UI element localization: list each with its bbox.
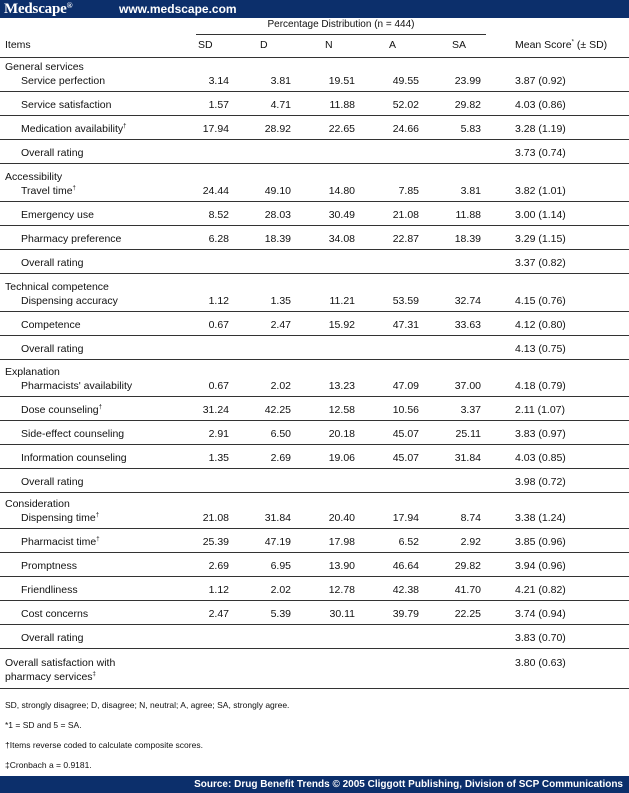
cell-n-general-services-service-perfection: 19.51	[328, 75, 355, 87]
row-label-explanation-side-effect-counseling	[21, 427, 124, 441]
cell-mean-general-services-service-satisfaction: 4.03 (0.86)	[515, 99, 566, 111]
brand-text: Medscape	[4, 1, 67, 17]
cell-mean-explanation-information-counseling: 4.03 (0.85)	[515, 452, 566, 464]
cell-sa-general-services-medication-availability: 5.83	[460, 123, 481, 135]
cell-d-consideration-friendliness: 2.02	[270, 584, 291, 596]
cell-a-accessibility-emergency-use: 21.08	[392, 209, 419, 221]
cell-d-technical-competence-dispensing-accuracy: 1.35	[270, 295, 291, 307]
header-rule	[0, 57, 629, 58]
cell-mean-consideration-promptness: 3.94 (0.96)	[515, 560, 566, 572]
cell-sa-technical-competence-dispensing-accuracy: 32.74	[454, 295, 481, 307]
row-divider	[0, 311, 629, 312]
row-divider	[0, 335, 629, 336]
row-label-text: Information counseling	[21, 452, 127, 464]
cell-mean-consideration-dispensing-time: 3.38 (1.24)	[515, 512, 566, 524]
cell-sa-general-services-service-satisfaction: 29.82	[454, 99, 481, 111]
cell-sd-technical-competence-dispensing-accuracy: 1.12	[208, 295, 229, 307]
row-label-text: Overall rating	[21, 476, 84, 488]
cell-a-accessibility-travel-time: 7.85	[398, 185, 419, 197]
cell-d-explanation-information-counseling: 2.69	[270, 452, 291, 464]
row-label-accessibility-overall-rating	[21, 256, 83, 270]
row-divider	[0, 600, 629, 601]
cell-sa-consideration-friendliness: 41.70	[454, 584, 481, 596]
row-label-text: Dose counseling	[21, 404, 99, 416]
col-header-n: N	[325, 39, 333, 51]
cell-sd-consideration-cost-concerns: 2.47	[208, 608, 229, 620]
row-label-text: Promptness	[21, 560, 78, 572]
table-bottom-rule	[0, 688, 629, 689]
cell-mean-accessibility-overall-rating: 3.37 (0.82)	[515, 257, 566, 269]
row-label-explanation-pharmacists-availability	[21, 379, 132, 393]
row-divider	[0, 139, 629, 140]
cell-mean-consideration-cost-concerns: 3.74 (0.94)	[515, 608, 566, 620]
col-header-mean-mark: *	[571, 39, 574, 46]
cell-sa-explanation-pharmacists-availability: 37.00	[454, 380, 481, 392]
row-label-text: Pharmacists' availability	[21, 380, 133, 392]
cell-n-consideration-friendliness: 12.78	[328, 584, 355, 596]
footnote-abbreviations: SD, strongly disagree; D, disagree; N, neutral; A, agree; SA, strongly agree.	[5, 700, 290, 710]
row-label-text: Overall rating	[21, 632, 84, 644]
col-header-sa: SA	[452, 39, 467, 51]
cell-a-consideration-dispensing-time: 17.94	[392, 512, 419, 524]
row-label-explanation-information-counseling	[21, 451, 127, 465]
row-label-mark: †	[72, 185, 76, 192]
cell-a-consideration-promptness: 46.64	[392, 560, 419, 572]
cell-sa-consideration-cost-concerns: 22.25	[454, 608, 481, 620]
cell-mean-consideration-pharmacist-time: 3.85 (0.96)	[515, 536, 566, 548]
col-header-a: A	[389, 39, 397, 51]
footnote-scale: *1 = SD and 5 = SA.	[5, 720, 82, 730]
col-header-sd: SD	[198, 39, 213, 51]
col-header-d: D	[260, 39, 268, 51]
cell-sd-consideration-dispensing-time: 21.08	[202, 512, 229, 524]
row-divider	[0, 468, 629, 469]
cell-mean-technical-competence-competence: 4.12 (0.80)	[515, 319, 566, 331]
cell-sd-general-services-service-perfection: 3.14	[208, 75, 229, 87]
row-label-consideration-dispensing-time	[21, 511, 99, 525]
cell-sd-explanation-side-effect-counseling: 2.91	[208, 428, 229, 440]
section-title-technical-competence: Technical competence	[5, 281, 109, 293]
cell-a-explanation-dose-counseling: 10.56	[392, 404, 419, 416]
row-label-technical-competence-dispensing-accuracy	[21, 294, 118, 308]
row-divider	[0, 115, 629, 116]
row-label-accessibility-pharmacy-preference	[21, 232, 121, 246]
cell-sd-explanation-pharmacists-availability: 0.67	[208, 380, 229, 392]
footnote-reverse-coded: †Items reverse coded to calculate composite scores.	[5, 740, 203, 750]
cell-sa-explanation-side-effect-counseling: 25.11	[455, 428, 481, 440]
cell-sd-consideration-pharmacist-time: 25.39	[202, 536, 229, 548]
cell-sd-explanation-dose-counseling: 31.24	[202, 404, 229, 416]
row-label-text: Pharmacist time	[21, 536, 97, 548]
cell-sd-consideration-promptness: 2.69	[208, 560, 229, 572]
cell-d-general-services-medication-availability: 28.92	[264, 123, 291, 135]
row-label-accessibility-emergency-use	[21, 208, 94, 222]
row-divider	[0, 528, 629, 529]
row-divider	[0, 163, 629, 164]
row-label-consideration-pharmacist-time	[21, 535, 100, 549]
cell-sa-consideration-pharmacist-time: 2.92	[460, 536, 481, 548]
cell-sa-accessibility-pharmacy-preference: 18.39	[454, 233, 481, 245]
row-label-general-services-service-satisfaction	[21, 98, 111, 112]
cell-sa-general-services-service-perfection: 23.99	[454, 75, 481, 87]
cell-n-technical-competence-dispensing-accuracy: 11.21	[329, 295, 355, 307]
cell-sa-consideration-dispensing-time: 8.74	[460, 512, 481, 524]
cell-a-explanation-pharmacists-availability: 47.09	[392, 380, 419, 392]
row-divider	[0, 552, 629, 553]
row-label-text: Pharmacy preference	[21, 233, 122, 245]
cell-mean-accessibility-emergency-use: 3.00 (1.14)	[515, 209, 566, 221]
footnote-cronbach: ‡Cronbach a = 0.9181.	[5, 760, 92, 770]
row-label-text: Dispensing time	[21, 512, 96, 524]
cell-sd-accessibility-emergency-use: 8.52	[208, 209, 229, 221]
cell-mean-accessibility-travel-time: 3.82 (1.01)	[515, 185, 566, 197]
cell-mean-general-services-medication-availability: 3.28 (1.19)	[515, 123, 566, 135]
row-divider	[0, 648, 629, 649]
row-divider	[0, 576, 629, 577]
cell-a-general-services-medication-availability: 24.66	[392, 123, 419, 135]
cell-sd-accessibility-pharmacy-preference: 6.28	[208, 233, 229, 245]
overall-satisfaction-mean: 3.80 (0.63)	[515, 657, 566, 669]
row-label-text: Side-effect counseling	[21, 428, 125, 440]
row-label-text: Dispensing accuracy	[21, 295, 118, 307]
cell-sd-accessibility-travel-time: 24.44	[202, 185, 229, 197]
col-header-mean	[515, 38, 607, 52]
cell-mean-explanation-dose-counseling: 2.11 (1.07)	[515, 404, 566, 416]
row-divider	[0, 444, 629, 445]
cell-n-explanation-dose-counseling: 12.58	[328, 404, 355, 416]
cell-mean-consideration-overall-rating: 3.83 (0.70)	[515, 632, 566, 644]
cell-d-explanation-side-effect-counseling: 6.50	[270, 428, 291, 440]
cell-n-technical-competence-competence: 15.92	[328, 319, 355, 331]
cell-d-technical-competence-competence: 2.47	[270, 319, 291, 331]
cell-mean-accessibility-pharmacy-preference: 3.29 (1.15)	[515, 233, 566, 245]
cell-mean-technical-competence-overall-rating: 4.13 (0.75)	[515, 343, 566, 355]
cell-mean-general-services-service-perfection: 3.87 (0.92)	[515, 75, 566, 87]
row-label-mark: †	[96, 536, 100, 543]
percentage-distribution-header: Percentage Distribution (n = 444)	[267, 19, 415, 30]
row-divider	[0, 492, 629, 493]
cell-a-accessibility-pharmacy-preference: 22.87	[392, 233, 419, 245]
cell-d-accessibility-emergency-use: 28.03	[264, 209, 291, 221]
row-label-text: Overall rating	[21, 257, 84, 269]
cell-a-consideration-friendliness: 42.38	[392, 584, 419, 596]
cell-a-general-services-service-perfection: 49.55	[392, 75, 419, 87]
cell-a-consideration-cost-concerns: 39.79	[392, 608, 419, 620]
cell-n-explanation-information-counseling: 19.06	[328, 452, 355, 464]
row-label-general-services-service-perfection	[21, 74, 105, 88]
cell-d-explanation-pharmacists-availability: 2.02	[270, 380, 291, 392]
row-divider	[0, 201, 629, 202]
cell-d-accessibility-travel-time: 49.10	[264, 185, 291, 197]
site-url-link[interactable]: www.medscape.com	[119, 2, 237, 16]
cell-a-consideration-pharmacist-time: 6.52	[398, 536, 419, 548]
row-label-accessibility-travel-time	[21, 184, 76, 198]
row-label-explanation-overall-rating	[21, 475, 83, 489]
row-label-text: Friendliness	[21, 584, 78, 596]
cell-d-consideration-dispensing-time: 31.84	[264, 512, 291, 524]
row-label-general-services-overall-rating	[21, 146, 83, 160]
cell-n-general-services-service-satisfaction: 11.88	[329, 99, 355, 111]
cell-sd-general-services-service-satisfaction: 1.57	[208, 99, 229, 111]
row-divider	[0, 91, 629, 92]
cell-a-general-services-service-satisfaction: 52.02	[392, 99, 419, 111]
cell-d-explanation-dose-counseling: 42.25	[264, 404, 291, 416]
cell-n-consideration-pharmacist-time: 17.98	[328, 536, 355, 548]
row-label-text: Overall rating	[21, 343, 84, 355]
cell-mean-explanation-pharmacists-availability: 4.18 (0.79)	[515, 380, 566, 392]
row-label-consideration-overall-rating	[21, 631, 83, 645]
source-bar	[0, 776, 629, 793]
cell-sa-explanation-dose-counseling: 3.37	[460, 404, 481, 416]
overall-satisfaction-label-line1: Overall satisfaction with	[5, 657, 116, 669]
row-divider	[0, 249, 629, 250]
cell-d-general-services-service-perfection: 3.81	[270, 75, 291, 87]
cell-sa-accessibility-emergency-use: 11.88	[455, 209, 481, 221]
cell-d-general-services-service-satisfaction: 4.71	[270, 99, 291, 111]
cell-sd-general-services-medication-availability: 17.94	[202, 123, 229, 135]
cell-sa-technical-competence-competence: 33.63	[454, 319, 481, 331]
cell-mean-general-services-overall-rating: 3.73 (0.74)	[515, 147, 566, 159]
col-header-items: Items	[5, 39, 31, 51]
row-label-text: Emergency use	[21, 209, 94, 221]
section-title-explanation: Explanation	[5, 366, 60, 378]
cell-mean-explanation-side-effect-counseling: 3.83 (0.97)	[515, 428, 566, 440]
row-divider	[0, 396, 629, 397]
cell-mean-explanation-overall-rating: 3.98 (0.72)	[515, 476, 566, 488]
section-title-consideration: Consideration	[5, 498, 70, 510]
cell-sd-explanation-information-counseling: 1.35	[208, 452, 229, 464]
header-bar	[0, 0, 629, 18]
row-label-mark: †	[123, 123, 127, 130]
row-label-general-services-medication-availability	[21, 122, 126, 136]
col-header-mean-tail: (± SD)	[573, 39, 608, 51]
cell-d-consideration-promptness: 6.95	[270, 560, 291, 572]
row-divider	[0, 624, 629, 625]
cell-n-consideration-cost-concerns: 30.11	[329, 608, 355, 620]
cell-n-accessibility-travel-time: 14.80	[328, 185, 355, 197]
cell-n-consideration-dispensing-time: 20.40	[328, 512, 355, 524]
cell-d-consideration-cost-concerns: 5.39	[270, 608, 291, 620]
header-span-rule	[196, 34, 486, 35]
row-label-text: Service satisfaction	[21, 99, 112, 111]
cell-sa-explanation-information-counseling: 31.84	[454, 452, 481, 464]
cell-n-general-services-medication-availability: 22.65	[328, 123, 355, 135]
col-header-mean-label: Mean Score	[515, 39, 572, 51]
cell-a-explanation-side-effect-counseling: 45.07	[392, 428, 419, 440]
cell-mean-consideration-friendliness: 4.21 (0.82)	[515, 584, 566, 596]
cell-a-technical-competence-dispensing-accuracy: 53.59	[392, 295, 419, 307]
overall-satisfaction-label-line2	[5, 670, 96, 684]
section-title-accessibility: Accessibility	[5, 171, 63, 183]
cell-n-explanation-side-effect-counseling: 20.18	[328, 428, 355, 440]
row-label-consideration-promptness	[21, 559, 77, 573]
cell-sd-technical-competence-competence: 0.67	[208, 319, 229, 331]
row-label-explanation-dose-counseling	[21, 403, 102, 417]
brand-mark: ®	[66, 1, 73, 10]
cell-a-explanation-information-counseling: 45.07	[392, 452, 419, 464]
row-divider	[0, 420, 629, 421]
medscape-logo[interactable]	[4, 0, 72, 18]
cell-sa-consideration-promptness: 29.82	[454, 560, 481, 572]
cell-sa-accessibility-travel-time: 3.81	[460, 185, 481, 197]
row-label-mark: †	[98, 404, 102, 411]
row-divider	[0, 359, 629, 360]
row-label-text: Cost concerns	[21, 608, 89, 620]
cell-d-consideration-pharmacist-time: 47.19	[264, 536, 291, 548]
row-label-technical-competence-overall-rating	[21, 342, 83, 356]
cell-n-accessibility-pharmacy-preference: 34.08	[328, 233, 355, 245]
cell-n-explanation-pharmacists-availability: 13.23	[328, 380, 355, 392]
row-label-text: Overall rating	[21, 147, 84, 159]
overall-satisfaction-mark: ‡	[92, 671, 96, 678]
source-citation: Source: Drug Benefit Trends © 2005 Cliggott Publishing, Division of SCP Communications	[194, 779, 623, 790]
cell-mean-technical-competence-dispensing-accuracy: 4.15 (0.76)	[515, 295, 566, 307]
row-label-text: Travel time	[21, 185, 73, 197]
row-divider	[0, 225, 629, 226]
row-label-consideration-cost-concerns	[21, 607, 88, 621]
row-label-mark: †	[95, 512, 100, 519]
overall-satisfaction-label-text: pharmacy services	[5, 671, 93, 683]
row-label-text: Service perfection	[21, 75, 106, 87]
row-label-text: Competence	[21, 319, 81, 331]
cell-a-technical-competence-competence: 47.31	[392, 319, 419, 331]
section-title-general-services: General services	[5, 61, 84, 73]
row-label-technical-competence-competence	[21, 318, 81, 332]
cell-n-consideration-promptness: 13.90	[328, 560, 355, 572]
row-label-consideration-friendliness	[21, 583, 78, 597]
cell-sd-consideration-friendliness: 1.12	[208, 584, 229, 596]
row-label-text: Medication availability	[21, 123, 124, 135]
cell-d-accessibility-pharmacy-preference: 18.39	[264, 233, 291, 245]
row-divider	[0, 273, 629, 274]
cell-n-accessibility-emergency-use: 30.49	[328, 209, 355, 221]
